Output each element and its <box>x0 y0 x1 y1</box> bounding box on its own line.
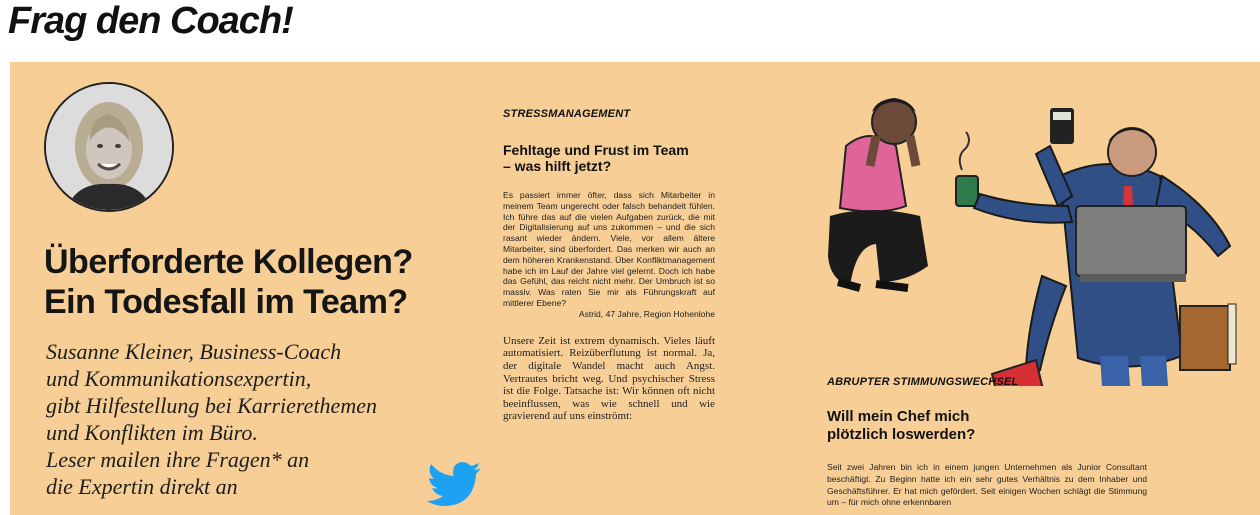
title-line: Will mein Chef mich <box>827 408 970 425</box>
stressed-man-figure <box>828 98 928 288</box>
reader-question: Es passiert immer öfter, dass sich Mitarbeiter in meinem Team ungerecht oder falsch behandelt fühlen. Ich führe das auf die vielen Aufgaben zurück, die mit der Digitalisierung auf uns zukommen – und die sich rasant wieder ändern. Viele, vor allem ältere Mitarbeiter, sind überfordert. Das merken wir auch an dem höheren Krankenstand. Über Konfliktmanagement habe ich im Lauf der Jahre viel gelernt. Doch ich habe das Gefühl, das reicht nicht mehr. Der Umbruch ist so massiv. Was raten Sie mir als Führungskraft auf mittlerer Ebene? <box>503 190 715 308</box>
article-panel <box>10 62 1260 515</box>
intro-line: gibt Hilfestellung bei Karrierethemen <box>46 393 377 418</box>
reader-question: Seit zwei Jahren bin ich in einem jungen Unternehmen als Junior Consultant beschäftigt. Zu Beginn hatte ich ein sehr gutes Verhältnis zu dem Inhaber und Geschäftsführer. Er hat mich gefördert. Seit einigen Wochen schlägt die Stimmung um – für mich ohne erkennbaren <box>827 462 1147 508</box>
intro-line: Leser mailen ihre Fragen* an <box>46 447 310 472</box>
article-title <box>503 142 715 174</box>
article-kicker: ABRUPTER STIMMUNGSWECHSEL <box>827 376 1019 388</box>
article-stimmungswechsel <box>827 376 1147 509</box>
intro-line: die Expertin direkt an <box>46 474 238 499</box>
headline-line-2: Ein Todesfall im Team? <box>44 283 408 321</box>
intro-line: und Konflikten im Büro. <box>46 420 258 445</box>
headline-line-1: Überforderte Kollegen? <box>44 243 413 281</box>
title-line: plötzlich loswerden? <box>827 426 976 443</box>
reader-signature: Astrid, 47 Jahre, Region Hohenlohe <box>578 308 715 319</box>
twitter-bird-icon <box>427 462 483 506</box>
intro-text <box>46 338 446 500</box>
coach-answer: Unsere Zeit ist extrem dynamisch. Vieles läuft automatisiert. Reizüberflutung ist normal. Ja, der digitale Wandel macht auch Angst. Vertrautes bricht weg. Und psychischer Stress ist die Folge. Tatsache ist: Wir können oft nicht beeinflussen, was wie schnell und wie gravierend auf uns einströmt: <box>503 334 715 423</box>
intro-line: Susanne Kleiner, Business-Coach <box>46 339 342 364</box>
page-heading: Frag den Coach! <box>8 0 293 42</box>
brown-folder <box>1180 304 1236 370</box>
article-stressmanagement <box>503 108 715 423</box>
intro-line: und Kommunikationsexpertin, <box>46 366 312 391</box>
title-line: Fehltage und Frust im Team <box>503 142 689 158</box>
article-title <box>827 408 1147 444</box>
coach-portrait <box>44 82 174 212</box>
coffee-cup <box>956 132 978 206</box>
stressed-workers-illustration <box>810 62 1250 386</box>
article-kicker: STRESSMANAGEMENT <box>503 108 631 120</box>
title-line: – was hilft jetzt? <box>503 158 612 174</box>
main-headline <box>44 242 413 322</box>
phone <box>1050 108 1074 144</box>
